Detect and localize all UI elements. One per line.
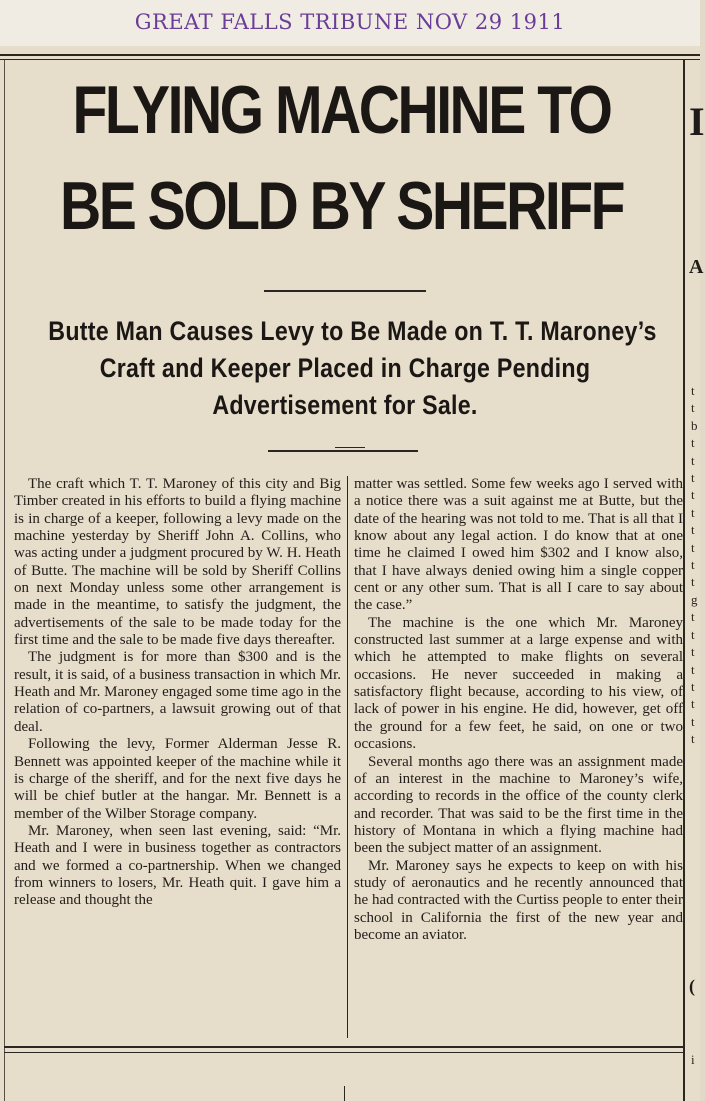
headline-divider	[264, 290, 426, 292]
column-separator	[347, 476, 348, 1038]
paragraph: The craft which T. T. Maroney of this city and Big Timber created in his efforts to build a flying machine is in charge of a keeper, following a levy made on the machine yesterday by Sheriff John A. Collins, who was acting under a judgment procured by W. H. Heath of Butte. The machine will be sold by Sheriff Collins on next Monday unless some other arrangement is made in the meantime, to satisfy the judgment, the advertisements of the sale to be made today for the first time and the sale to be made five days thereafter.	[14, 476, 341, 649]
paragraph: Several months ago there was an assignment made of an interest in the machine to Maroney’s wife, according to records in the office of the county clerk and recorder. That was said to be the first time in the history of Montana in which a flying machine had been the subject matter of an assignment.	[354, 753, 683, 857]
newspaper-clipping	[0, 46, 705, 1101]
adjacent-lower-fragment: i	[691, 1052, 695, 1067]
adjacent-bottom-fragment: (	[689, 976, 695, 996]
paragraph: matter was settled. Some few weeks ago I served with a notice there was a suit against me at Butte, but the date of the hearing was not told to me. That is all that I know about any legal action. I do know that at one time he claimed I owed him $302 and I know also, that I have always denied owing him a single copper cent or any other sum. That is all I care to say about the case.”	[354, 476, 683, 614]
bottom-rule-thin	[4, 1052, 684, 1053]
paragraph: Following the levy, Former Alderman Jesse R. Bennett was appointed keeper of the machine while it is charge of the sheriff, and for the next five days he will be chief butler at the hangar. Mr. Bennett is a member of the Wilber Storage company.	[14, 736, 341, 822]
headline-line-1: FLYING MACHINE TO	[72, 72, 611, 148]
paragraph: Mr. Maroney says he expects to keep on with his study of aeronautics and he recently announced that he had contracted with the Curtiss people to enter their school in California the first of the new year and become an aviator.	[354, 857, 683, 943]
source-citation: GREAT FALLS TRIBUNE NOV 29 1911	[134, 10, 566, 34]
article-column-2	[354, 476, 683, 944]
deck-divider-ornament	[335, 447, 365, 448]
deck-divider	[268, 450, 418, 452]
left-edge-line	[4, 60, 5, 1101]
adjacent-headline-fragment: I	[689, 99, 705, 144]
bottom-column-tick	[344, 1086, 345, 1101]
paragraph: Mr. Maroney, when seen last evening, said: “Mr. Heath and I were in business together as contractors and we formed a co-partnership. When we changed from winners to losers, Mr. Heath quit. I gave him a release and thought the	[14, 822, 341, 909]
column-border-right	[683, 60, 685, 1101]
clipping-banner	[0, 0, 700, 46]
deck-line-2: Craft and Keeper Placed in Charge Pending	[99, 353, 591, 383]
bottom-rule	[4, 1046, 684, 1048]
adjacent-column-fragment: t t b t t t t t t t t t g t t t t t t t t	[691, 383, 698, 747]
top-rule	[0, 54, 700, 56]
paragraph: The machine is the one which Mr. Maroney constructed last summer at a large expense and with which he attempted to make flights on several occasions. He never succeeded in making a satisfactory flight because, according to his view, of lack of power in his engine. He did, however, get off the ground for a few feet, he said, on one or two occasions.	[354, 614, 683, 753]
deck-line-3: Advertisement for Sale.	[212, 390, 478, 420]
top-rule-thin	[0, 59, 700, 60]
article-column-1	[14, 476, 341, 910]
paragraph: The judgment is for more than $300 and is the result, it is said, of a business transaction in which Mr. Heath and Mr. Maroney engaged some time ago in the relation of co-partners, a lawsuit growing out of that deal.	[14, 649, 341, 735]
deck-line-1: Butte Man Causes Levy to Be Made on T. T. Maroney’s	[48, 316, 657, 346]
headline-line-2: BE SOLD BY SHERIFF	[60, 168, 623, 244]
adjacent-deck-fragment: A	[689, 256, 704, 278]
